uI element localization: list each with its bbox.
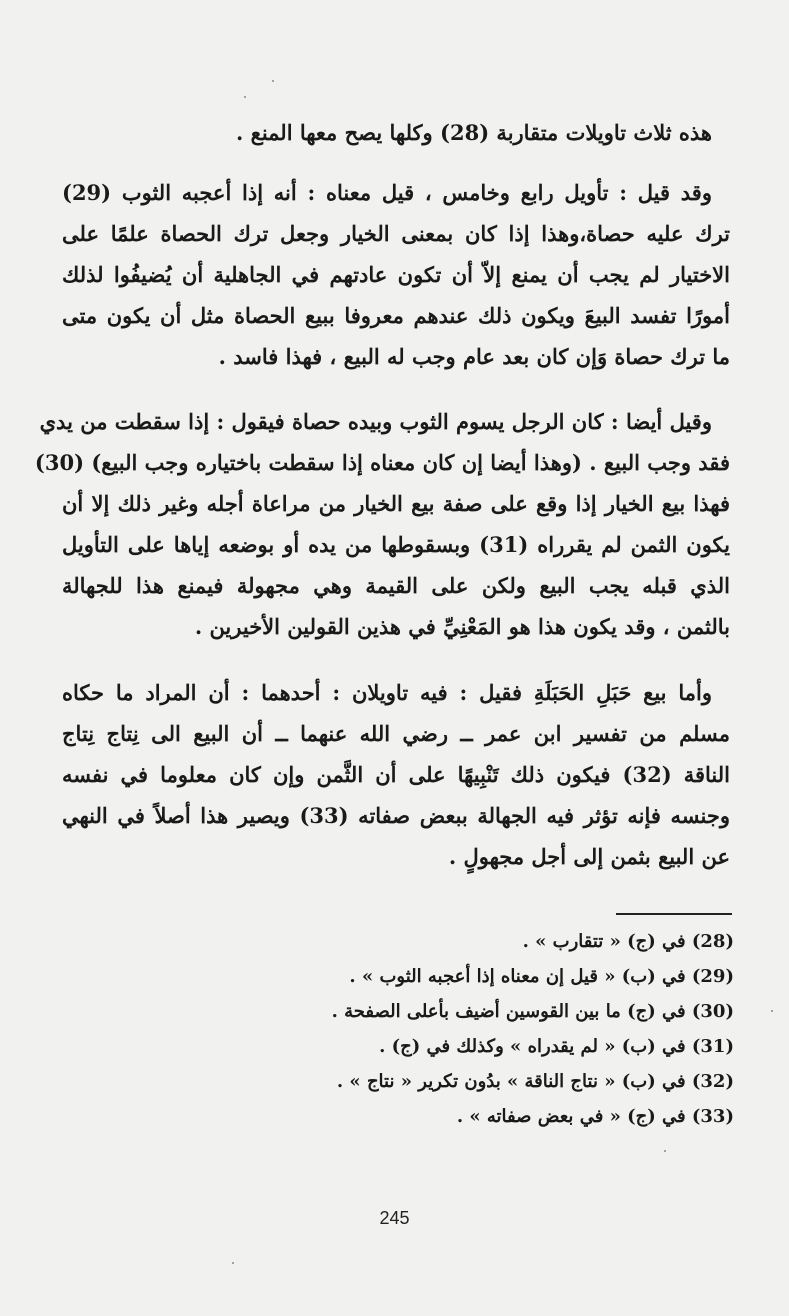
text-line: وقد قيل : تأويل رابع وخامس ، قيل معناه : أنه إذا أعجبه الثوب (29)	[62, 180, 712, 205]
text-line: الذي قبله يجب البيع ولكن على القيمة وهي مجهولة فيمنع هذا للجهالة	[62, 573, 730, 598]
text-line: ترك عليه حصاة،وهذا إذا كان بمعنى الخيار وجعل ترك الحصاة علمًا على	[62, 221, 730, 246]
text-line: وقيل أيضا : كان الرجل يسوم الثوب وبيده حصاة فيقول : إذا سقطت من يدي	[39, 409, 712, 434]
text-line: الاختيار لم يجب أن يمنع إلاّ أن تكون عادتهم في الجاهلية أن يُضيفُوا لذلك	[62, 262, 730, 287]
footnote-33: (33) في (ج) « في بعض صفاته » .	[456, 1106, 734, 1127]
footnote-32: (32) في (ب) « نتاج الناقة » بدُون تكرير « نتاج » .	[336, 1071, 734, 1092]
text-line: فهذا بيع الخيار إذا وقع على صفة بيع الخيار من مراعاة أجله وغير ذلك إلا أن	[62, 491, 730, 516]
paragraph-1	[62, 112, 730, 153]
footnote-divider	[616, 913, 732, 915]
paragraph-3	[34, 401, 730, 647]
text-line: مسلم من تفسير ابن عمر ــ رضي الله عنهما ــ أن البيع الى نِتاج نِتاج	[62, 721, 730, 746]
footnotes	[62, 924, 734, 1134]
text-line: فقد وجب البيع . (وهذا أيضا إن كان معناه إذا سقطت باختياره وجب البيع) (30)	[34, 450, 730, 475]
scan-speck	[664, 1150, 666, 1152]
paragraph-2	[62, 172, 730, 377]
text-line: يكون الثمن لم يقرراه (31) وبسقوطها من يده أو بوضعه إياها على التأويل	[62, 532, 730, 557]
text-line: هذه ثلاث تاويلات متقاربة (28) وكلها يصح معها المنع .	[236, 120, 712, 145]
text-line: بالثمن ، وقد يكون هذا هو المَعْنِيِّ في هذين القولين الأخيرين .	[194, 614, 730, 639]
text-line: وأما بيع حَبَلِ الحَبَلَةِ فقيل : فيه تاويلان : أحدهما : أن المراد ما حكاه	[62, 680, 712, 705]
text-line: عن البيع بثمن إلى أجل مجهولٍ .	[448, 844, 730, 869]
paragraph-4	[62, 672, 730, 877]
footnote-30: (30) في (ج) ما بين القوسين أضيف بأعلى الصفحة .	[331, 1001, 734, 1022]
text-line: ما ترك حصاة وَإن كان بعد عام وجب له البيع ، فهذا فاسد .	[218, 344, 730, 369]
text-line: أمورًا تفسد البيعَ ويكون ذلك عندهم معروفا ببيع الحصاة مثل أن يكون متى	[62, 303, 730, 328]
footnote-31: (31) في (ب) « لم يقدراه » وكذلك في (ج) .	[379, 1036, 734, 1057]
scan-speck	[232, 1262, 234, 1264]
scan-speck	[272, 80, 274, 82]
footnote-28: (28) في (ج) « تتقارب » .	[522, 931, 734, 952]
page-number: 245	[379, 1208, 410, 1228]
text-line: وجنسه فإنه تؤثر فيه الجهالة ببعض صفاته (33) ويصير هذا أصلاً في النهي	[62, 803, 730, 828]
scan-speck	[244, 96, 246, 98]
footnote-29: (29) في (ب) « قيل إن معناه إذا أعجبه الثوب » .	[349, 966, 734, 987]
text-line: الناقة (32) فيكون ذلك تَنْبِيهًا على أن الثَّمن وإن كان معلوما في نفسه	[62, 762, 731, 787]
scan-speck	[771, 1010, 773, 1012]
